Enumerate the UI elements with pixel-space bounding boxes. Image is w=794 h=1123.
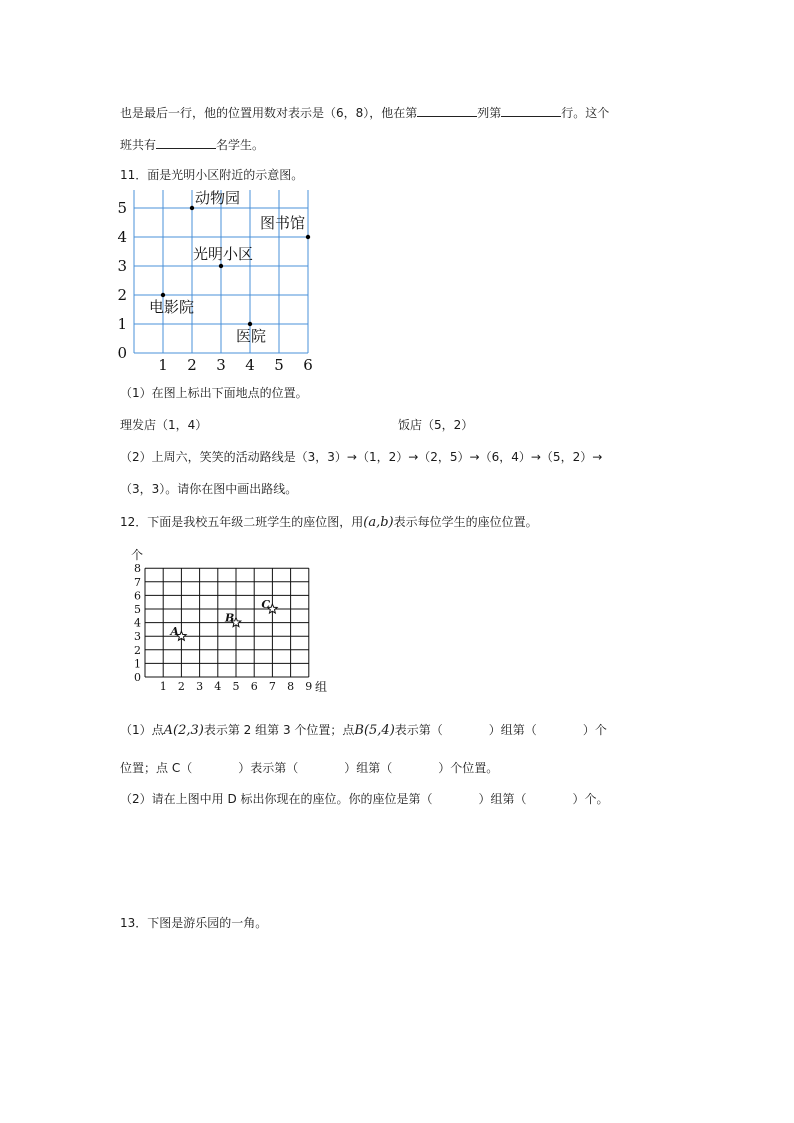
- q12-line2-b: ）表示第（: [238, 761, 299, 775]
- q12-point-b-coord: (5,4): [363, 723, 395, 738]
- answer-blank-row[interactable]: [501, 104, 561, 117]
- q12-sub1-c: 表示第（: [394, 723, 443, 737]
- q11-sub2-line2: （3，3）。请你在图中画出路线。: [120, 482, 298, 496]
- seat-x-tick-label: 5: [232, 680, 240, 693]
- map-y-tick-label: 4: [117, 228, 127, 246]
- q12-sub1-line2: [120, 760, 498, 776]
- q12-point-a-label: A: [163, 723, 174, 738]
- map-x-tick-label: 3: [216, 356, 226, 370]
- seat-x-tick-label: 1: [159, 680, 167, 693]
- q12-sub1-b: 表示第 2 组第 3 个位置；点: [203, 723, 355, 737]
- q12-line2-a: 位置；点 C（: [120, 761, 193, 775]
- q13-title: 13．下图是游乐园的一角。: [120, 916, 268, 930]
- map-place-labels: [149, 190, 305, 345]
- map-place-label: 光明小区: [193, 245, 254, 263]
- map-x-tick-label: 1: [158, 356, 168, 370]
- q12-title-a: 12．下面是我校五年级二班学生的座位图，用: [120, 515, 364, 529]
- answer-blank-total[interactable]: [156, 136, 216, 149]
- seat-y-tick-label: 7: [134, 575, 141, 589]
- seat-x-tick-label: 6: [250, 680, 258, 693]
- intro-text-3: 行。这个: [561, 106, 610, 120]
- q12-line2-c: ）组第（: [344, 761, 393, 775]
- q12-sub2: [120, 791, 609, 807]
- answer-blank-column[interactable]: [417, 104, 477, 117]
- q11-title: 11．面是光明小区附近的示意图。: [120, 168, 304, 182]
- q12-point-a-coord: (2,3): [173, 723, 204, 738]
- seat-y-tick-label: 3: [134, 630, 141, 644]
- seat-y-tick-label: 8: [134, 562, 141, 576]
- intro-text-4: 班共有: [120, 138, 157, 152]
- seat-x-tick-label: 4: [214, 680, 222, 693]
- intro-text-5: 名学生。: [216, 138, 265, 152]
- q11-sub1-restaurant: 饭店（5，2）: [398, 418, 474, 432]
- seat-points: [169, 598, 277, 640]
- q11-sub1: （1）在图上标出下面地点的位置。: [120, 386, 308, 400]
- neighborhood-map-chart: [116, 190, 316, 370]
- map-y-tick-label: 1: [117, 315, 127, 333]
- q12-title: [120, 514, 538, 531]
- seat-x-tick-label: 9: [305, 680, 313, 693]
- map-x-tick-label: 2: [187, 356, 197, 370]
- q12-point-b-label: B: [354, 723, 364, 738]
- q11-sub2-line1: （2）上周六，笑笑的活动路线是（3，3）→（1，2）→（2，5）→（6，4）→（5，2）→: [120, 450, 603, 464]
- q12-title-math: (a,b): [363, 515, 394, 530]
- intro-text-2: 列第: [477, 106, 502, 120]
- map-point: [161, 293, 165, 297]
- map-y-tick-label: 0: [117, 344, 127, 362]
- seat-x-tick-label: 3: [196, 680, 204, 693]
- q11-sub1-barbershop: 理发店（1，4）: [120, 418, 208, 432]
- intro-text-1: 也是最后一行，他的位置用数对表示是（6，8），他在第: [120, 106, 418, 120]
- q12-sub1-a: （1）点: [120, 723, 164, 737]
- seat-x-tick-label: 2: [177, 680, 185, 693]
- map-y-tick-label: 2: [117, 286, 127, 304]
- map-place-label: 电影院: [149, 298, 195, 316]
- seat-x-tick-label: 8: [287, 680, 295, 693]
- seating-chart: [118, 545, 338, 695]
- intro-line-1: [120, 104, 609, 121]
- seat-y-tick-label: 5: [134, 603, 141, 616]
- seat-x-axis-label: 组: [315, 680, 328, 694]
- seat-point-label: C: [261, 598, 271, 611]
- q12-sub2-b: ）组第（: [478, 792, 527, 806]
- map-point: [190, 206, 194, 210]
- seat-y-tick-label: 0: [134, 671, 141, 684]
- map-place-label: 动物园: [195, 190, 241, 207]
- seat-point-label: B: [225, 611, 235, 625]
- q12-title-b: 表示每位学生的座位位置。: [393, 515, 538, 529]
- map-place-label: 医院: [236, 327, 267, 345]
- q12-sub1-d: ）组第（: [488, 723, 537, 737]
- map-x-tick-label: 6: [303, 356, 313, 370]
- map-point: [248, 322, 252, 326]
- map-point: [219, 264, 223, 268]
- q12-sub2-a: （2）请在上图中用 D 标出你现在的座位。你的座位是第（: [120, 792, 433, 806]
- q12-sub1-e: ）个: [582, 723, 607, 737]
- map-x-tick-label: 4: [245, 356, 255, 370]
- map-y-tick-label: 5: [117, 199, 127, 217]
- seat-y-tick-label: 6: [134, 589, 141, 603]
- q12-sub2-c: ）个。: [572, 792, 609, 806]
- seat-y-tick-label: 4: [134, 616, 141, 630]
- q12-line2-d: ）个位置。: [438, 761, 499, 775]
- map-x-tick-label: 5: [274, 356, 284, 370]
- intro-line-2: [120, 136, 264, 153]
- seat-y-tick-label: 1: [134, 657, 141, 671]
- map-y-tick-label: 3: [117, 257, 127, 275]
- map-place-label: 图书馆: [260, 214, 306, 232]
- map-point: [306, 235, 310, 239]
- seat-y-axis-label: 个: [131, 548, 144, 562]
- seat-point-label: A: [170, 625, 179, 639]
- seat-y-tick-label: 2: [134, 643, 141, 657]
- seat-x-tick-label: 7: [268, 680, 276, 693]
- q12-sub1: [120, 722, 607, 739]
